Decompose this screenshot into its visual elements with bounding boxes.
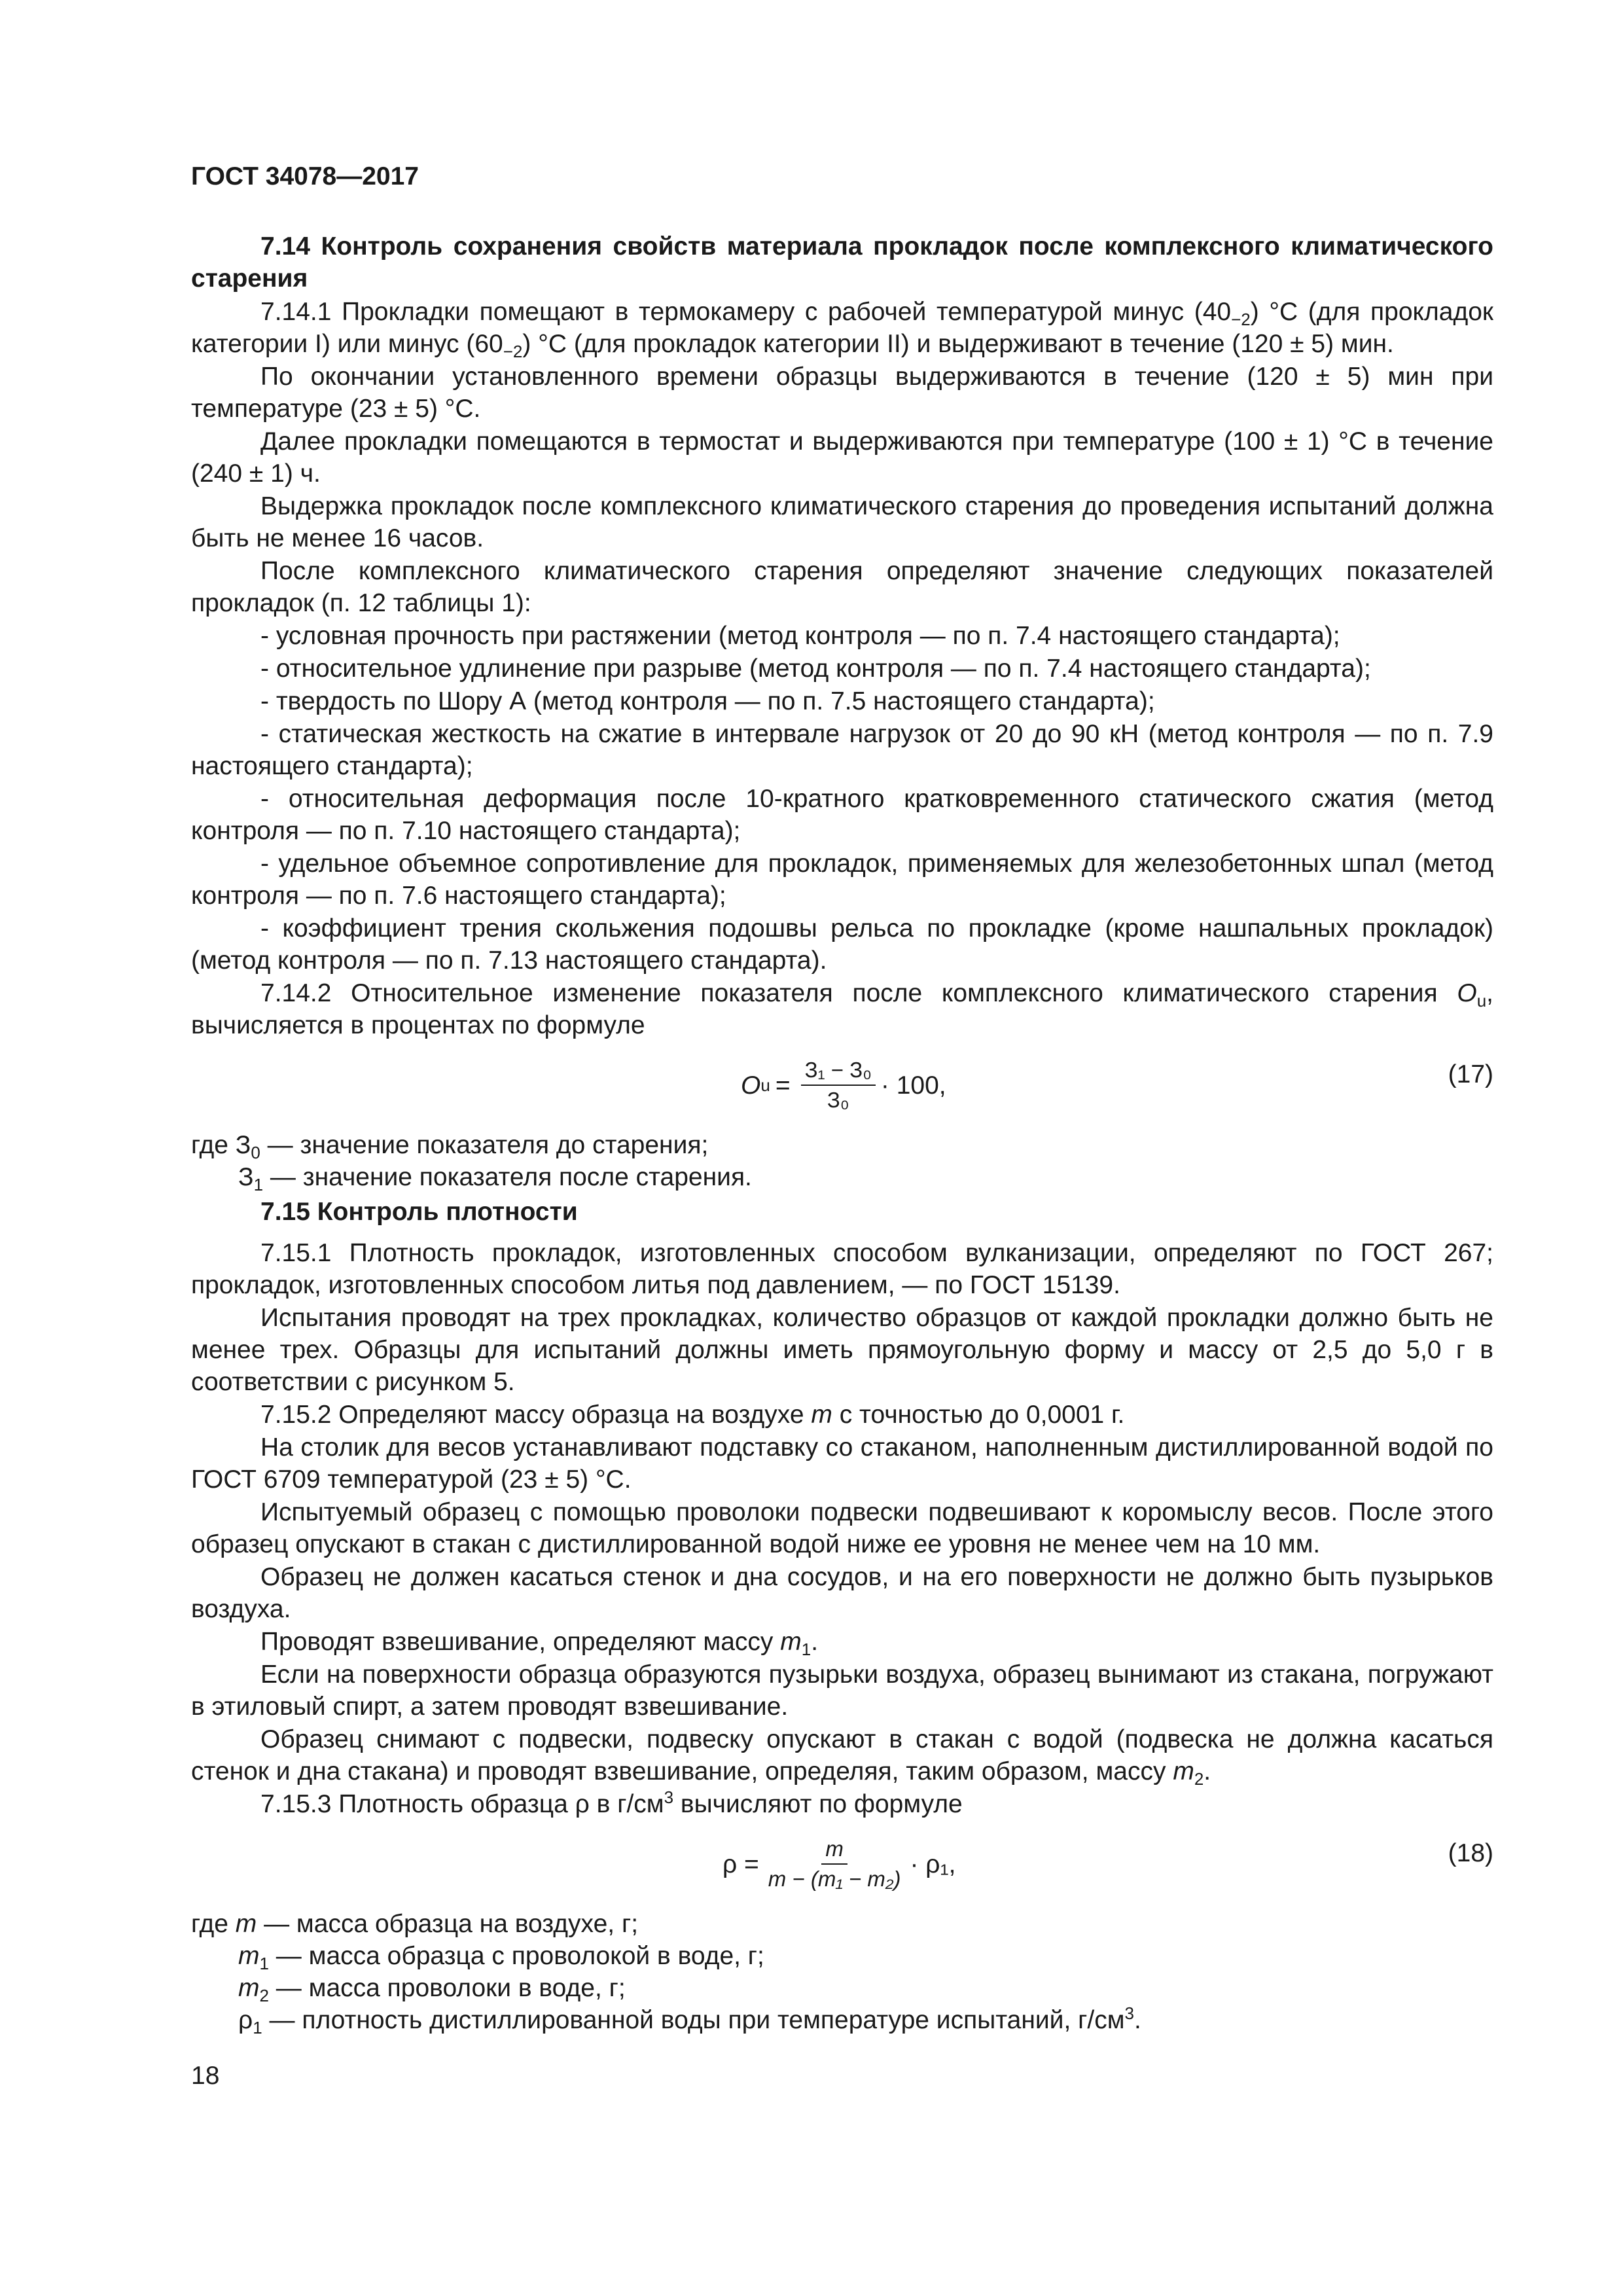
paragraph: Образец снимают с подвески, подвеску опускают в стакан с водой (подвеска не должна касаться стенок и дна стакана) и проводят взвешивание, определяя, таким образом, массу $m_2$. [191, 1725, 1493, 1789]
paragraph-7-15-2: 7.15.2 Определяют массу образца на воздухе m с точностью до 0,0001 г. [260, 1401, 1125, 1429]
where-line: $\rho_1$ — плотность дистиллированной воды при температуре испытаний, $г/см^3$. [238, 2003, 1141, 2037]
paragraph: Проводят взвешивание, определяют массу $m_1$. [260, 1628, 819, 1659]
where-line: $m_1$ — масса образца с проволокой в воде, г; [238, 1942, 764, 1973]
paragraph: По окончании установленного времени образцы выдерживаются в течение (120 ± 5) мин при температуре (23 ± 5) °С. [191, 363, 1493, 423]
where-line: $З_1$ — значение показателя после старения. [238, 1163, 752, 1194]
paragraph: Выдержка прокладок после комплексного климатического старения до проведения испытаний должна быть не менее 16 часов. [191, 492, 1493, 552]
paragraph: Далее прокладки помещаются в термостат и выдерживаются при температуре (100 ± 1) °С в течение (240 ± 1) ч. [191, 427, 1493, 488]
formula-number: (18) [1448, 1839, 1493, 1867]
page-content [191, 230, 1493, 2036]
page-number: 18 [191, 2062, 220, 2090]
where-line: где $З_0$ — значение показателя до старения; [191, 1131, 709, 1162]
where-line: где m — масса образца на воздухе, г; [191, 1910, 639, 1938]
paragraph: На столик для весов устанавливают подставку со стаканом, наполненным дистиллированной водой по ГОСТ 6709 температурой (23 ± 5) °С. [191, 1433, 1493, 1494]
standard-header: ГОСТ 34078—2017 [191, 162, 419, 190]
list-item: - коэффициент трения скольжения подошвы рельса по прокладке (кроме нашпальных прокладок) (метод контроля — по п. 7.13 настоящего стандарта). [191, 914, 1493, 975]
formula-number: (17) [1448, 1060, 1493, 1088]
list-item: - статическая жесткость на сжатие в интервале нагрузок от 20 до 90 кН (метод контроля — по п. 7.9 настоящего стандарта); [191, 720, 1493, 780]
where-line: $m_2$ — масса проволоки в воде, г; [238, 1974, 626, 2005]
list-item: - твердость по Шору А (метод контроля — по п. 7.5 настоящего стандарта); [260, 687, 1155, 715]
paragraph-7-14-1: 7.14.1 Прокладки помещают в термокамеру с рабочей температурой минус $(40_{-2})$ °С (для прокладок категории I) или минус $(60_{-2})$ °С (для прокладок категории II) и выдерживают в течение (120 ± 5) мин. [191, 298, 1493, 361]
paragraph-7-15-1: 7.15.1 Плотность прокладок, изготовленных способом вулканизации, определяют по ГОСТ 267; прокладок, изготовленных способом литья под давлением, — по ГОСТ 15139. [191, 1239, 1493, 1299]
formula-fraction: $\frac{m}{\text{m − (m₁ − m₂)}}$ [768, 1837, 901, 1891]
formula-lhs: ρ = [722, 1850, 759, 1878]
paragraph: Испытания проводят на трех прокладках, количество образцов от каждой прокладки должно быть не менее трех. Образцы для испытаний должны иметь прямоугольную форму и массу от 2,5 до 5,0 г в соответствии с рисунком 5. [191, 1304, 1493, 1396]
section-7-15-title: 7.15 Контроль плотности [260, 1198, 578, 1226]
list-item: - относительная деформация после 10-кратного кратковременного статического сжатия (метод контроля — по п. 7.10 настоящего стандарта); [191, 785, 1493, 845]
paragraph: Если на поверхности образца образуются пузырьки воздуха, образец вынимают из стакана, погружают в этиловый спирт, а затем проводят взвешивание. [191, 1660, 1493, 1721]
paragraph-7-15-3: 7.15.3 Плотность образца ρ в $г/см^3$ вычисляют по формуле [260, 1787, 963, 1818]
formula-fraction: $\frac{\text{З₁ − З₀}}{\text{З₀}}$ [801, 1057, 876, 1113]
section-7-14-title: 7.14 Контроль сохранения свойств материала прокладок после комплексного климатического старения [191, 232, 1493, 293]
paragraph: Образец не должен касаться стенок и дна сосудов, и на его поверхности не должно быть пузырьков воздуха. [191, 1563, 1493, 1623]
formula-lhs: О [741, 1071, 761, 1100]
paragraph-7-14-2: 7.14.2 Относительное изменение показателя после комплексного климатического старения $О_u$, вычисляется в процентах по формуле [191, 979, 1493, 1039]
formula-18: ρ = $\frac{m}{\text{m − (m₁ − m₂)}}$ · ρ₁, (18) [722, 1837, 1493, 1891]
paragraph: После комплексного климатического старения определяют значение следующих показателей прокладок (п. 12 таблицы 1): [191, 557, 1493, 617]
list-item: - относительное удлинение при разрыве (метод контроля — по п. 7.4 настоящего стандарта); [260, 655, 1371, 683]
paragraph: Испытуемый образец с помощью проволоки подвески подвешивают к коромыслу весов. После этого образец опускают в стакан с дистиллированной водой ниже ее уровня не менее чем на 10 мм. [191, 1498, 1493, 1558]
list-item: - условная прочность при растяжении (метод контроля — по п. 7.4 настоящего стандарта); [260, 622, 1340, 650]
list-item: - удельное объемное сопротивление для прокладок, применяемых для железобетонных шпал (метод контроля — по п. 7.6 настоящего стандарта); [191, 850, 1493, 910]
formula-17: О u = $\frac{\text{З₁ − З₀}}{\text{З₀}}$ · 100, (17) [741, 1058, 1493, 1112]
